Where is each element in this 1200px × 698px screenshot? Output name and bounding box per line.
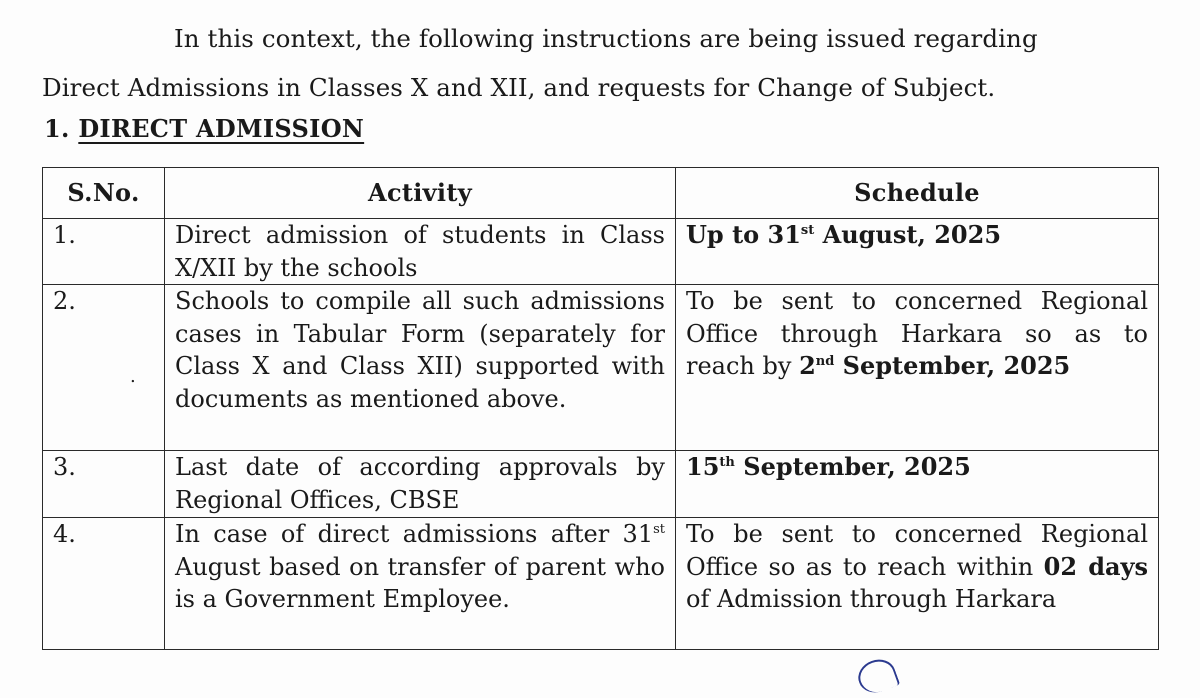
- schedule-text: August, 2025: [814, 220, 1002, 249]
- table-row: [43, 219, 1159, 285]
- header-schedule: Schedule: [676, 168, 1159, 219]
- table-row: [43, 285, 1159, 451]
- cell-schedule: [676, 285, 1159, 451]
- section-number: 1.: [44, 114, 70, 143]
- date-month-year: September, 2025: [834, 351, 1071, 380]
- schedule-date: [799, 351, 1070, 380]
- cell-activity: Schools to compile all such admissions cases in Tabular Form (separately for Class X and Class XII) supported with documents as mentioned above.: [165, 285, 676, 451]
- cell-sno: 4.: [43, 518, 165, 650]
- section-heading: [44, 114, 364, 143]
- cell-schedule: [676, 219, 1159, 285]
- schedule-text: September, 2025: [734, 452, 971, 481]
- ordinal-suffix: th: [719, 455, 735, 470]
- cell-activity: [165, 518, 676, 650]
- cell-activity: Last date of according approvals by Regional Offices, CBSE: [165, 451, 676, 518]
- intro-line-2: Direct Admissions in Classes X and XII, and requests for Change of Subject.: [42, 73, 996, 102]
- ordinal-suffix: st: [653, 522, 665, 537]
- date-day: 2: [799, 351, 816, 380]
- table-row: [43, 451, 1159, 518]
- intro-line-1: In this context, the following instructions are being issued regarding: [174, 24, 1038, 53]
- cell-sno: 1.: [43, 219, 165, 285]
- schedule-text: To be sent to concerned Regional Office through Harkara so as to reach by: [686, 287, 1148, 380]
- ordinal-suffix: nd: [815, 354, 835, 369]
- schedule-text: To be sent to concerned Regional Office so as to reach within: [686, 520, 1148, 581]
- table-header-row: [43, 168, 1159, 219]
- ordinal-suffix: st: [800, 223, 815, 238]
- header-sno: S.No.: [43, 168, 165, 219]
- schedule-emphasis: 02 days: [1043, 551, 1148, 581]
- section-title: DIRECT ADMISSION: [78, 114, 365, 143]
- schedule-text: Up to 31: [686, 220, 801, 249]
- cell-schedule: [676, 518, 1159, 650]
- signature-mark: [854, 654, 901, 697]
- schedule-text: 15: [686, 452, 720, 481]
- schedule-text: of Admission through Harkara: [686, 585, 1057, 613]
- cell-sno: 2.: [43, 285, 165, 451]
- intro-paragraph: [42, 14, 1152, 112]
- cell-schedule: [676, 451, 1159, 518]
- margin-mark: .: [130, 366, 136, 387]
- table-row: [43, 518, 1159, 650]
- activity-text: August based on transfer of parent who is a Government Employee.: [175, 552, 665, 613]
- schedule-table: [42, 167, 1159, 650]
- header-activity: Activity: [165, 168, 676, 219]
- cell-activity: Direct admission of students in Class X/XII by the schools: [165, 219, 676, 285]
- activity-text: In case of direct admissions after 31: [175, 520, 654, 548]
- cell-sno: 3.: [43, 451, 165, 518]
